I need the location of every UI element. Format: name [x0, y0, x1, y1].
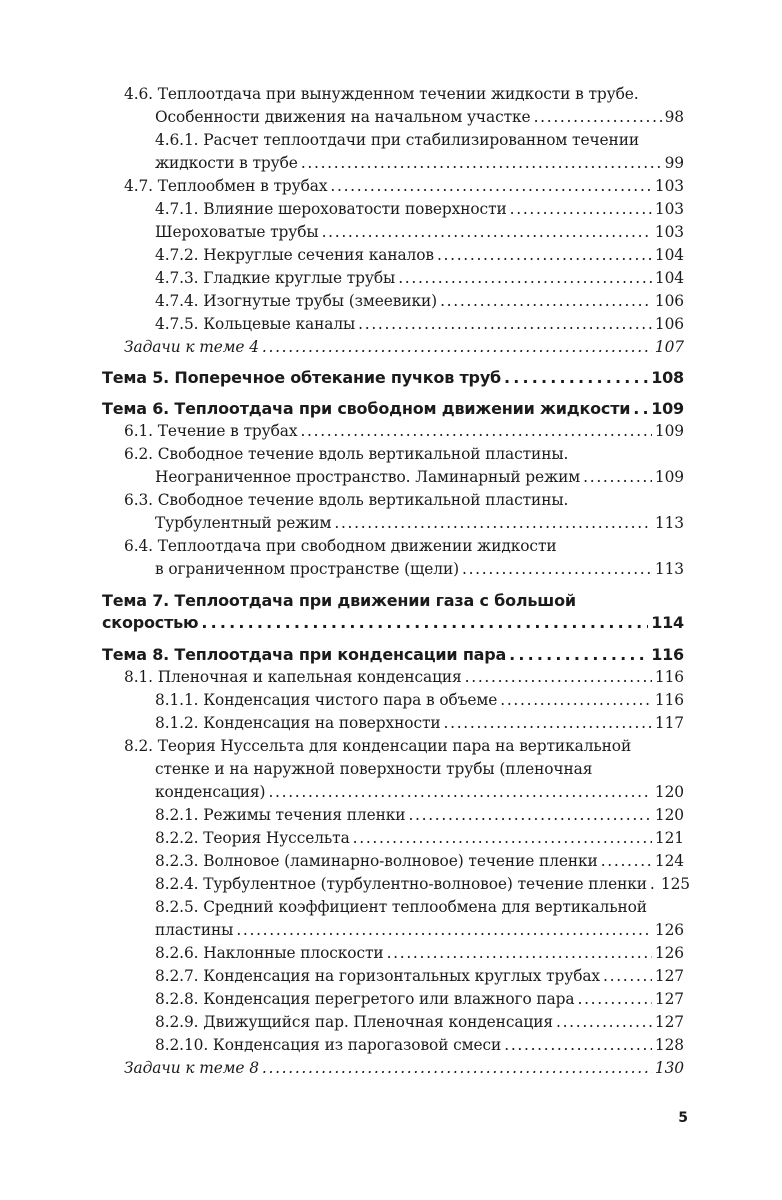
toc-entry-page: 127: [654, 990, 684, 1008]
toc-entry-title: Шероховатые трубы: [155, 223, 319, 241]
toc-entry-page: 108: [651, 368, 684, 387]
dot-leader: [398, 268, 652, 288]
dot-leader: [387, 943, 652, 963]
toc-entry: [155, 851, 684, 871]
dot-leader: [504, 367, 648, 389]
dot-leader: [534, 107, 662, 127]
toc-entry: [155, 989, 684, 1009]
toc-entry-title: 8.1. Пленочная и капельная конденсация: [124, 668, 462, 686]
toc-entry: [155, 559, 684, 579]
toc-entry: [155, 107, 684, 127]
toc-entry: [155, 943, 684, 963]
dot-leader: [330, 176, 652, 196]
toc-entry: [155, 805, 684, 825]
toc-entry-title: 8.2.1. Режимы течения пленки: [155, 806, 406, 824]
toc-entry-title: Тема 7. Теплоотдача при движении газа с большой: [102, 591, 576, 610]
toc-entry-page: 124: [654, 852, 684, 870]
toc-entry-page: 130: [654, 1059, 684, 1077]
dot-leader: [353, 828, 652, 848]
dot-leader: [322, 222, 652, 242]
toc-entry-title: в ограниченном пространстве (щели): [155, 560, 460, 578]
toc-entry-title: 4.7.4. Изогнутые трубы (змеевики): [155, 292, 438, 310]
toc-entry-title: 6.4. Теплоотдача при свободном движении жидкости: [124, 537, 557, 555]
toc-entry-title: 8.2.4. Турбулентное (турбулентно-волновое) течение пленки: [155, 875, 647, 893]
toc-entry-title: 8.2.9. Движущийся пар. Пленочная конденсация: [155, 1013, 553, 1031]
toc-entry: [155, 759, 684, 779]
dot-leader: [236, 920, 652, 940]
dot-leader: [440, 291, 652, 311]
toc-entry: [155, 1035, 684, 1055]
toc-entry-title: 8.2.10. Конденсация из парогазовой смеси: [155, 1036, 502, 1054]
toc-entry: [155, 1012, 684, 1032]
toc-entry: [155, 828, 684, 848]
dot-leader: [556, 1012, 652, 1032]
toc-entry-page: 120: [654, 806, 684, 824]
toc-entry-page: 120: [654, 783, 684, 801]
toc-entry: [155, 222, 684, 242]
toc-entry: [155, 966, 684, 986]
toc-entry-page: 109: [654, 468, 684, 486]
toc-entry: [155, 245, 684, 265]
toc-entry: [155, 130, 684, 150]
toc-entry-title: 8.2.3. Волновое (ламинарно-волновое) течение пленки: [155, 852, 598, 870]
toc-entry-page: 104: [654, 246, 684, 264]
dot-leader: [268, 782, 651, 802]
toc-entry: [155, 199, 684, 219]
toc-entry-page: 104: [654, 269, 684, 287]
dot-leader: [603, 966, 652, 986]
toc-entry-page: 116: [654, 691, 684, 709]
dot-leader: [301, 153, 662, 173]
dot-leader: [633, 398, 648, 420]
toc-entry-page: 127: [654, 1013, 684, 1031]
toc-entry: [124, 536, 684, 556]
toc-entry-page: 121: [654, 829, 684, 847]
dot-leader: [201, 612, 648, 634]
toc-entry-title: 4.7. Теплообмен в трубах: [124, 177, 328, 195]
toc-entry-title: конденсация): [155, 783, 266, 801]
toc-entry: [155, 153, 684, 173]
toc-entry-title: Задачи к теме 4: [124, 338, 259, 356]
toc-entry: [124, 84, 684, 104]
toc-entry: [124, 490, 684, 510]
dot-leader: [437, 245, 652, 265]
toc-entry-title: Задачи к теме 8: [124, 1059, 259, 1077]
toc-entry-title: 4.6.1. Расчет теплоотдачи при стабилизированном течении: [155, 131, 640, 149]
toc-entry: [155, 897, 684, 917]
toc-entry: [155, 782, 684, 802]
toc-entry-title: Тема 5. Поперечное обтекание пучков труб: [102, 368, 502, 387]
toc-entry-page: 99: [664, 154, 684, 172]
toc-entry-title: Тема 8. Теплоотдача при конденсации пара: [102, 645, 507, 664]
dot-leader: [583, 467, 652, 487]
toc-entry-title: пластины: [155, 921, 234, 939]
toc-entry-page: 126: [654, 921, 684, 939]
toc-entry: [124, 176, 684, 196]
toc-entry: [124, 667, 684, 687]
dot-leader: [408, 805, 651, 825]
dot-leader: [509, 644, 648, 666]
toc-entry: [102, 367, 684, 389]
toc-entry-page: 127: [654, 967, 684, 985]
dot-leader: [358, 314, 652, 334]
toc-entry-page: 116: [654, 668, 684, 686]
toc-entry-page: 103: [654, 223, 684, 241]
toc-entry: [124, 1058, 684, 1078]
toc-entry: [155, 690, 684, 710]
toc-entry-title: 8.2. Теория Нуссельта для конденсации пара на вертикальной: [124, 737, 632, 755]
toc-entry-page: 109: [654, 422, 684, 440]
toc-entry-page: 113: [654, 514, 684, 532]
toc-entry-title: жидкости в трубе: [155, 154, 298, 172]
dot-leader: [300, 421, 651, 441]
toc-entry-title: 8.2.6. Наклонные плоскости: [155, 944, 384, 962]
page-number: 5: [678, 1110, 688, 1126]
toc-entry-title: 8.1.1. Конденсация чистого пара в объеме: [155, 691, 498, 709]
dot-leader: [601, 851, 652, 871]
toc-entry-title: 8.2.2. Теория Нуссельта: [155, 829, 350, 847]
toc-entry: [155, 874, 690, 894]
toc-entry: [155, 467, 684, 487]
toc-entry: [155, 513, 684, 533]
toc-entry-page: 114: [651, 613, 684, 632]
toc-entry-page: 116: [651, 645, 684, 664]
toc-entry-title: 6.3. Свободное течение вдоль вертикальной пластины.: [124, 491, 569, 509]
toc-entry-title: 6.1. Течение в трубах: [124, 422, 298, 440]
toc-entry: [155, 314, 684, 334]
toc-entry-title: Турбулентный режим: [155, 514, 332, 532]
toc-entry-page: 98: [664, 108, 684, 126]
toc-entry-title: скоростью: [102, 613, 199, 632]
toc-entry-title: Неограниченное пространство. Ламинарный режим: [155, 468, 581, 486]
toc-entry-page: 117: [654, 714, 684, 732]
toc-entry-page: 106: [654, 315, 684, 333]
toc-entry-title: 4.7.3. Гладкие круглые трубы: [155, 269, 396, 287]
toc-entry-title: 6.2. Свободное течение вдоль вертикальной пластины.: [124, 445, 569, 463]
toc-entry: [124, 736, 684, 756]
dot-leader: [578, 989, 652, 1009]
toc-entry-title: 4.7.1. Влияние шероховатости поверхности: [155, 200, 507, 218]
toc-entry: [124, 421, 684, 441]
toc-entry-page: 109: [651, 399, 684, 418]
dot-leader: [262, 337, 652, 357]
toc-entry-title: 8.1.2. Конденсация на поверхности: [155, 714, 441, 732]
toc-entry-title: Тема 6. Теплоотдача при свободном движении жидкости: [102, 399, 631, 418]
toc-entry-title: 8.2.8. Конденсация перегретого или влажного пара: [155, 990, 575, 1008]
dot-leader: [650, 874, 658, 894]
toc-entry: [102, 398, 684, 420]
toc-entry: [155, 920, 684, 940]
dot-leader: [462, 559, 652, 579]
toc-entry-page: 103: [654, 200, 684, 218]
toc-entry-page: 113: [654, 560, 684, 578]
toc-entry: [124, 337, 684, 357]
toc-entry-page: 106: [654, 292, 684, 310]
toc-entry: [155, 291, 684, 311]
dot-leader: [504, 1035, 652, 1055]
toc-entry-title: Особенности движения на начальном участке: [155, 108, 531, 126]
toc-entry-page: 125: [660, 875, 690, 893]
toc-entry: [102, 590, 684, 612]
dot-leader: [465, 667, 652, 687]
toc-entry-title: 4.7.5. Кольцевые каналы: [155, 315, 356, 333]
dot-leader: [334, 513, 652, 533]
toc-entry: [124, 444, 684, 464]
toc-entry-title: 4.7.2. Некруглые сечения каналов: [155, 246, 434, 264]
toc-entry-title: стенке и на наружной поверхности трубы (пленочная: [155, 760, 593, 778]
toc-entry-page: 103: [654, 177, 684, 195]
toc-entry: [102, 644, 684, 666]
dot-leader: [444, 713, 652, 733]
toc-entry-title: 4.6. Теплоотдача при вынужденном течении жидкости в трубе.: [124, 85, 639, 103]
toc-entry-title: 8.2.7. Конденсация на горизонтальных круглых трубах: [155, 967, 601, 985]
toc-entry-page: 107: [654, 338, 684, 356]
dot-leader: [510, 199, 652, 219]
toc-entry: [102, 612, 684, 634]
dot-leader: [262, 1058, 652, 1078]
toc-entry-page: 126: [654, 944, 684, 962]
toc-entry: [155, 268, 684, 288]
toc-entry-page: 128: [654, 1036, 684, 1054]
toc-entry-title: 8.2.5. Средний коэффициент теплообмена для вертикальной: [155, 898, 647, 916]
dot-leader: [500, 690, 652, 710]
toc-entry: [155, 713, 684, 733]
